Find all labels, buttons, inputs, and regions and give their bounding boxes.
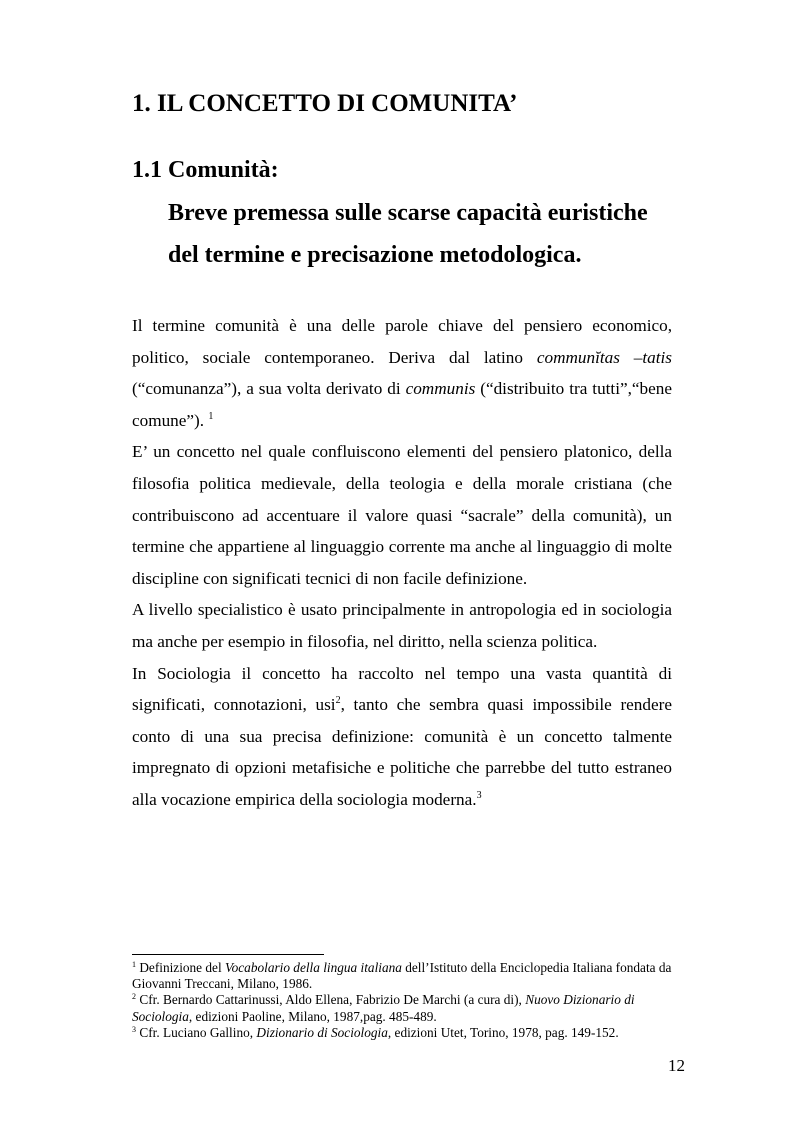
latin-term: communĭtas –tatis — [536, 347, 672, 367]
footnote-2-text-c: , edizioni Paoline, Milano, 1987,pag. 485-489. — [188, 1008, 437, 1024]
footnote-3-title: Dizionario di Sociologia — [256, 1024, 388, 1040]
section-subheading-line-1: Breve premessa sulle scarse capacità euristiche — [168, 200, 648, 226]
footnote-2-title: Nuovo Dizionario di Sociologia — [132, 992, 635, 1024]
chapter-title: 1. IL CONCETTO DI COMUNITA’ — [132, 90, 518, 117]
paragraph-3: A livello specialistico è usato principalmente in antropologia ed in sociologia ma anche per esempio in filosofia, nel diritto, nella scienza politica. — [132, 600, 672, 651]
footnote-1 — [132, 960, 672, 992]
footnotes — [132, 960, 672, 1041]
footnote-3-number: 3 — [132, 1024, 136, 1034]
page-number: 12 — [668, 1056, 685, 1075]
paragraph-2: E’ un concetto nel quale confluiscono elementi del pensiero platonico, della filosofia politica medievale, della teologia e della morale cristiana (che contribuiscono ad accentuare il valore quasi “sacrale” della comunità), un termine che appartiene al linguaggio corrente ma anche al linguaggio di molte discipline con significati tecnici di non facile definizione. — [132, 442, 672, 588]
footnote-separator — [132, 954, 324, 955]
footnote-ref-2: 2 — [335, 695, 341, 707]
footnote-1-number: 1 — [132, 960, 136, 969]
paragraph-1-text-a: Il termine comunità è una delle parole chiave del pensiero economico, politico, sociale contemporaneo. Deriva dal latino — [132, 316, 672, 367]
paragraph-1-text-c: (“comunanza”), a sua volta derivato di — [132, 379, 406, 399]
footnote-1-text-c: dell’Istituto della Enciclopedia Italiana fondata da Giovanni Treccani, Milano, 1986. — [132, 960, 672, 992]
body-text — [132, 310, 672, 816]
footnote-ref-1: 1 — [208, 410, 214, 422]
footnote-1-text-a: Definizione del — [136, 960, 225, 975]
footnote-ref-3: 3 — [476, 789, 482, 801]
paragraph-4-text-a: In Sociologia il concetto ha raccolto nel tempo una vasta quantità di significati, connotazioni, usi — [132, 663, 672, 715]
footnote-3-text-c: , edizioni Utet, Torino, 1978, pag. 149-152. — [387, 1024, 619, 1040]
latin-term-communis: communis — [405, 379, 476, 399]
section-subheading-line-2: del termine e precisazione metodologica. — [168, 242, 582, 268]
footnote-2-number: 2 — [132, 992, 136, 1002]
footnote-3 — [132, 1025, 672, 1041]
section-heading: 1.1 Comunità: — [132, 157, 279, 183]
paragraph-1-text-e: (“distribuito tra tutti”,“bene comune”). — [132, 379, 672, 430]
paragraph-1 — [132, 310, 672, 436]
footnote-3-text-a: Cfr. Luciano Gallino, — [136, 1024, 257, 1040]
footnote-1-title: Vocabolario della lingua italiana — [224, 960, 402, 975]
paragraph-4 — [132, 658, 672, 816]
footnote-2-text-a: Cfr. Bernardo Cattarinussi, Aldo Ellena, Fabrizio De Marchi (a cura di), — [136, 992, 526, 1008]
paragraph-4-text-b: , tanto che sembra quasi impossibile rendere conto di una sua precisa definizione: comunità è un concetto talmente impregnato di opzioni metafisiche e politiche che parrebbe del tutto estraneo alla vocazione empirica della sociologia moderna. — [132, 695, 672, 809]
footnote-2 — [132, 992, 672, 1024]
